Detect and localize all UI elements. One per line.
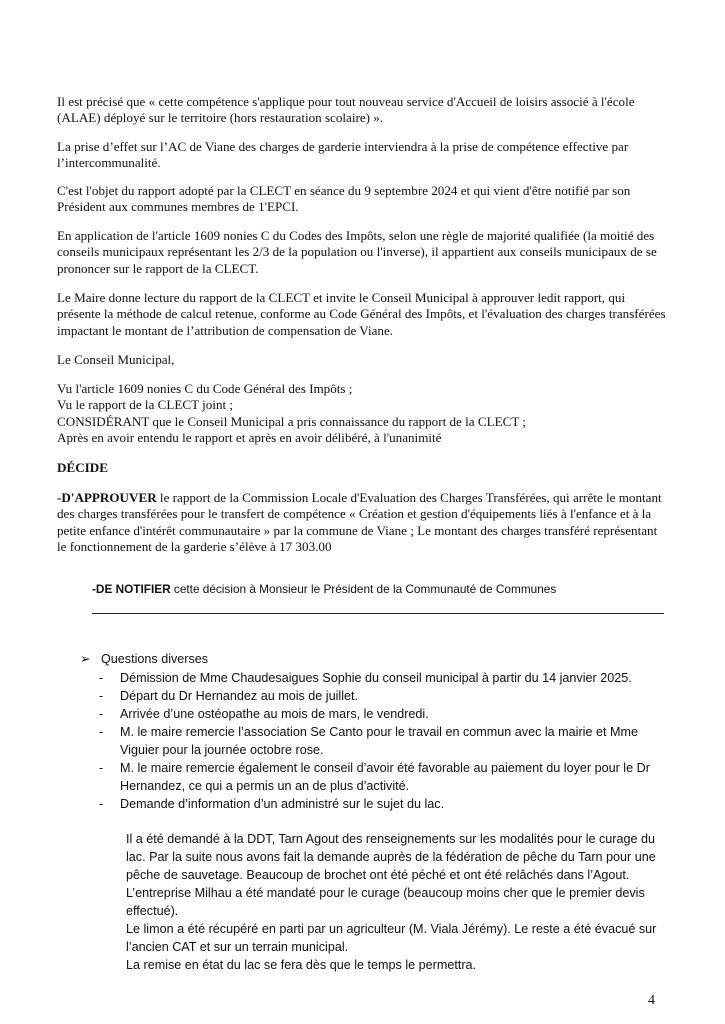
- list-item: [99, 759, 679, 795]
- list-item-text: Démission de Mme Chaudesaigues Sophie du conseil municipal à partir du 14 janvier 2025.: [120, 671, 632, 685]
- dash-bullet: -: [99, 797, 104, 811]
- consideration-line: Après en avoir entendu le rapport et après en avoir délibéré, à l'unanimité: [57, 430, 442, 446]
- decide-heading: DÉCIDE: [57, 460, 108, 475]
- arrow-bullet-icon: ➢: [80, 652, 91, 666]
- dash-bullet: -: [99, 761, 104, 775]
- dash-bullet: -: [99, 671, 104, 685]
- lac-paragraph: Le limon a été récupéré en parti par un agriculteur (M. Viala Jérémy). Le reste a été évacué sur l’ancien CAT et sur un terrain municipal.: [126, 922, 657, 954]
- list-item-text: M. le maire remercie également le conseil d’avoir été favorable au paiement du loyer pour le Dr Hernandez, ce qui a permis un an de plus d’activité.: [120, 761, 650, 793]
- list-item-text: Départ du Dr Hernandez au mois de juillet.: [120, 689, 359, 703]
- considerations-list: [57, 381, 669, 447]
- lac-details: [126, 830, 674, 974]
- list-item: [99, 723, 679, 759]
- dash-bullet: -: [99, 707, 104, 721]
- list-item: [99, 687, 679, 705]
- dash-bullet: -: [99, 725, 104, 739]
- consideration-line: Vu le rapport de la CLECT joint ;: [57, 397, 234, 413]
- questions-heading: Questions diverses: [101, 652, 209, 666]
- paragraph-application-article: En application de l'article 1609 nonies C du Codes des Impôts, selon une règle de majorité qualifiée (la moitié des conseils municipaux représentant les 2/3 de la population ou l'inverse), il appartient aux conseils municipaux de se prononcer sur le rapport de la CLECT.: [57, 228, 657, 276]
- approuver-text: le rapport de la Commission Locale d'Evaluation des Charges Transférées, qui arrête le montant des charges transférées pour le transfert de compétence « Création et gestion d'équipements liés à l'enfance et à la petite enfance d'intérêt communautaire » par la commune de Viane ; Le montant des charges transféré représentant le fonctionnement de la garderie s’élève à 17 303.00: [57, 490, 662, 555]
- lac-paragraph: La remise en état du lac se fera dès que le temps le permettra.: [126, 958, 477, 972]
- list-item: [99, 705, 679, 723]
- list-item: [99, 795, 679, 813]
- notifier-paragraph: [92, 581, 672, 597]
- notifier-text: cette décision à Monsieur le Président de la Communauté de Communes: [170, 581, 557, 596]
- questions-header: [80, 650, 208, 668]
- list-item: [99, 669, 679, 687]
- paragraph-alae: Il est précisé que « cette compétence s'applique pour tout nouveau service d'Accueil de loisirs associé à l'école (ALAE) déployé sur le territoire (hors restauration scolaire) ».: [57, 94, 635, 126]
- paragraph-conseil-municipal: Le Conseil Municipal,: [57, 352, 175, 367]
- horizontal-divider: [92, 613, 664, 614]
- dash-bullet: -: [99, 689, 104, 703]
- list-item-text: Arrivée d’une ostéopathe au mois de mars, le vendredi.: [120, 707, 429, 721]
- paragraph-rapport-clect: C'est l'objet du rapport adopté par la CLECT en séance du 9 septembre 2024 et qui vient d'être notifié par son Président aux communes membres de 1'EPCI.: [57, 183, 631, 215]
- questions-list: [99, 669, 679, 813]
- approuver-label: -D'APPROUVER: [57, 490, 157, 505]
- notifier-label: -DE NOTIFIER: [92, 581, 171, 596]
- consideration-line: Vu l'article 1609 nonies C du Code Général des Impôts ;: [57, 381, 353, 396]
- list-item-text: Demande d’information d’un administré sur le sujet du lac.: [120, 797, 445, 811]
- consideration-line: CONSIDÉRANT que le Conseil Municipal a pris connaissance du rapport de la CLECT ;: [57, 413, 526, 429]
- paragraph-prise-effet: La prise d’effet sur l’AC de Viane des charges de garderie interviendra à la prise de compétence effective par l’intercommunalité.: [57, 139, 629, 171]
- list-item-text: M. le maire remercie l’association Se Canto pour le travail en commun avec la mairie et Mme Viguier pour la journée octobre rose.: [120, 725, 638, 757]
- paragraph-lecture-rapport: Le Maire donne lecture du rapport de la CLECT et invite le Conseil Municipal à approuver ledit rapport, qui présente la méthode de calcul retenue, conforme au Code Général des Impôts, et l'évaluation des charges transférées impactant le montant de l’attribution de compensation de Viane.: [57, 290, 666, 338]
- page-number: 4: [648, 993, 655, 1008]
- approuver-paragraph: [57, 490, 669, 556]
- lac-paragraph: Il a été demandé à la DDT, Tarn Agout des renseignements sur les modalités pour le curage du lac. Par la suite nous avons fait la demande auprès de la fédération de pêche du Tarn pour une pêche de sauvetage. Beaucoup de brochet ont été péché et ont été relâchés dans l’Agout. L’entreprise Milhau a été mandaté pour le curage (beaucoup moins cher que le premier devis effectué).: [126, 832, 656, 918]
